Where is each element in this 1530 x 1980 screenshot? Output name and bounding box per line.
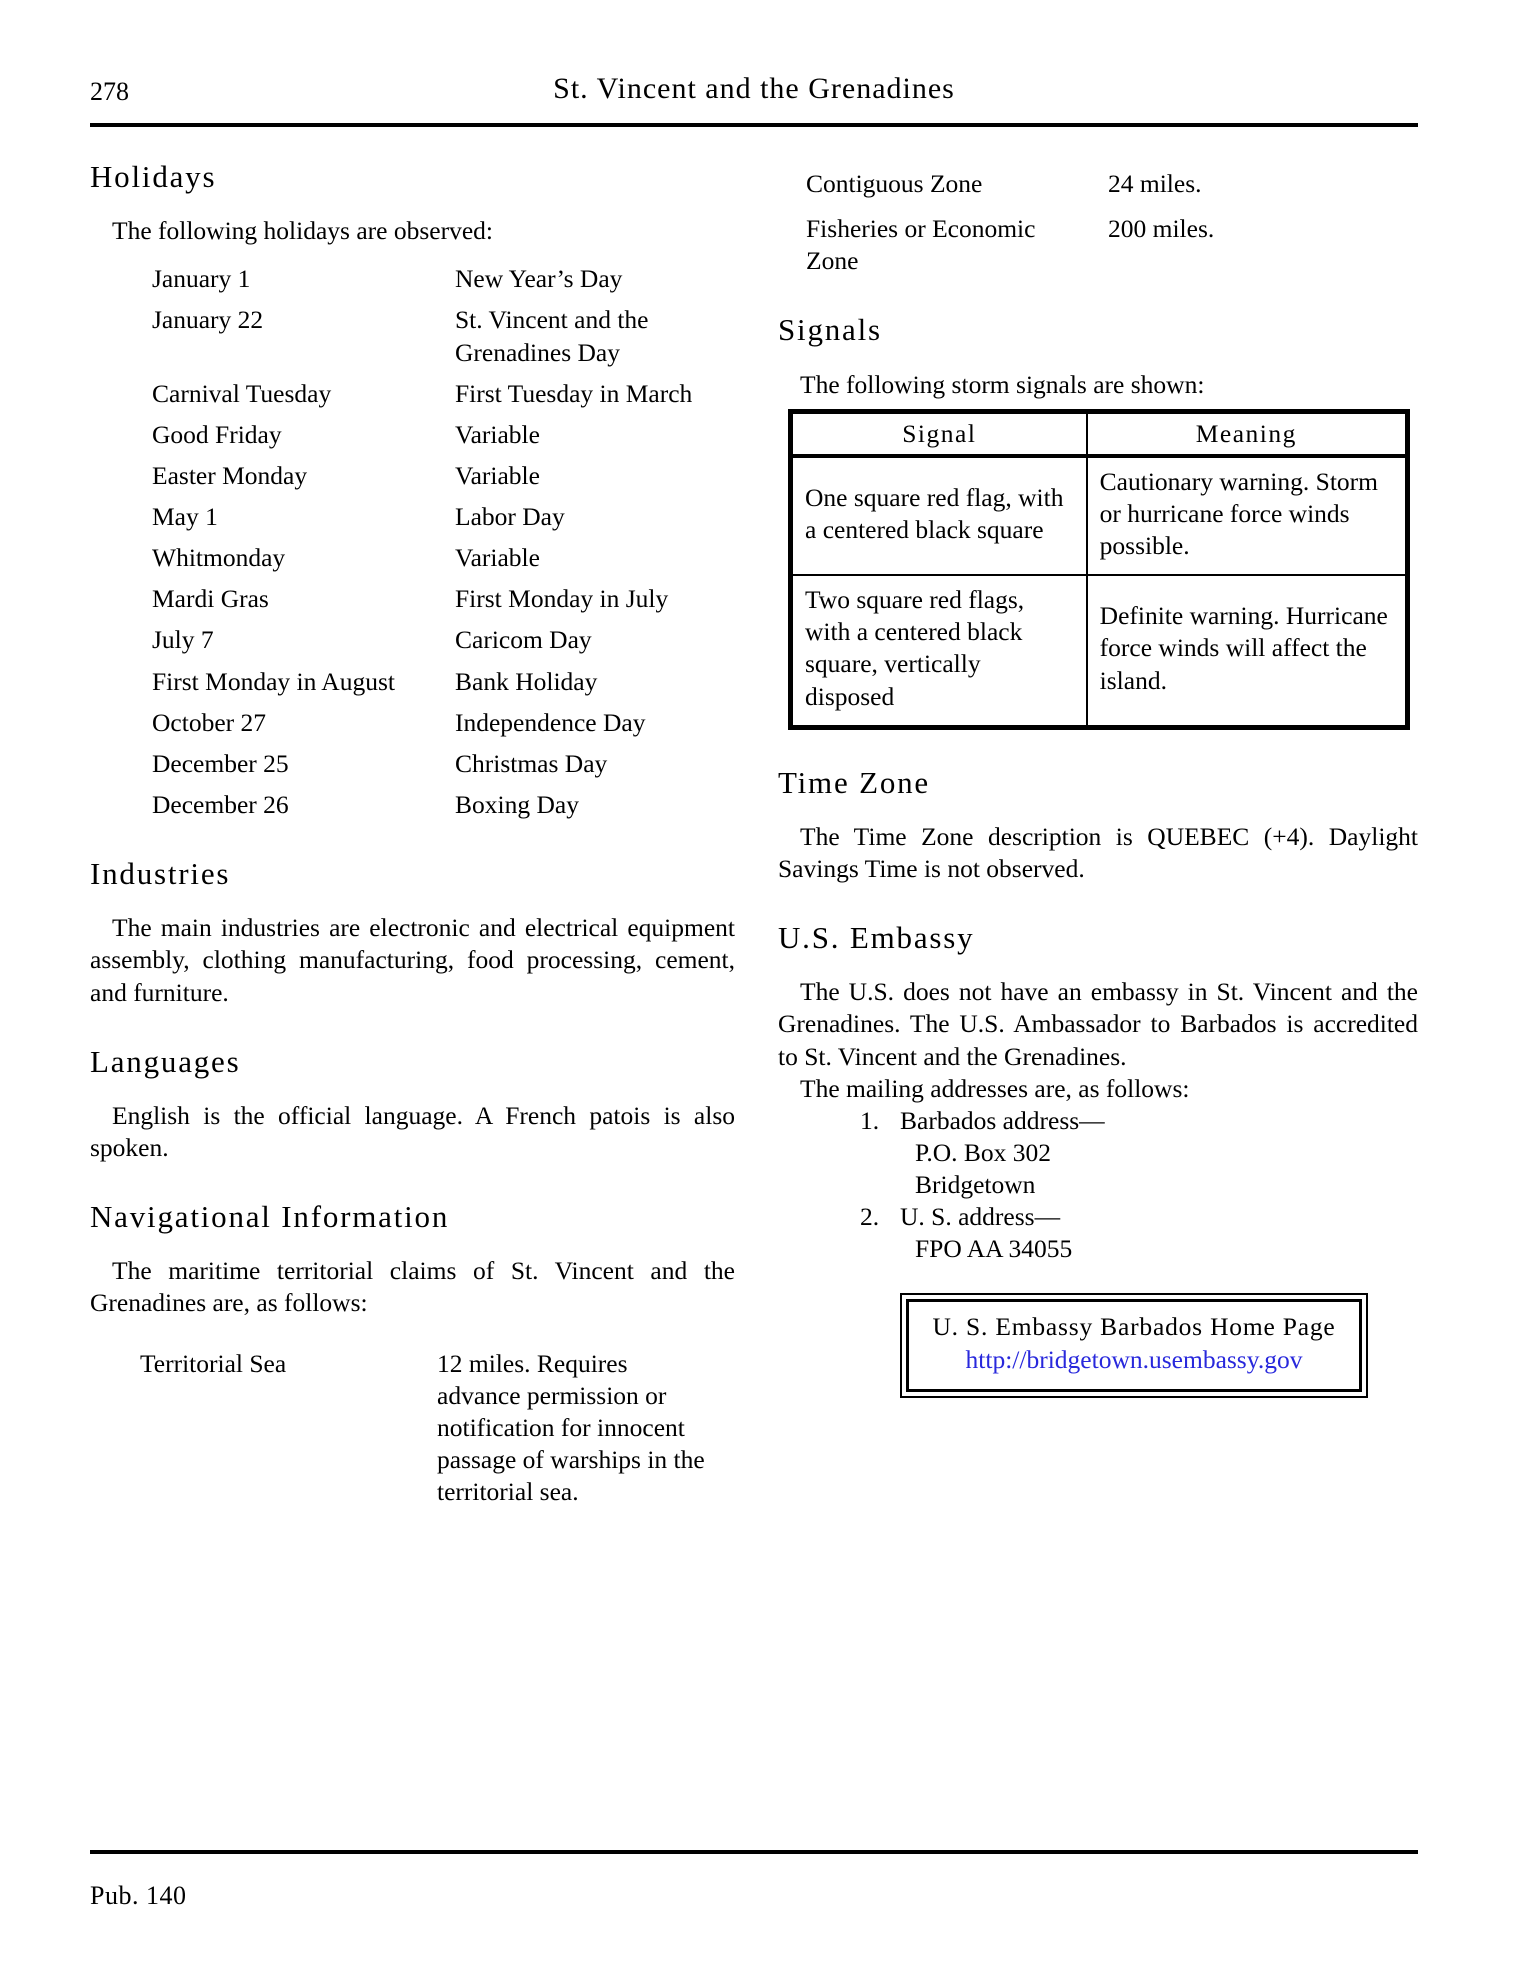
embassy-homepage-box-inner [906,1299,1362,1391]
claim-value: 12 miles. Requires advance permission or notification for innocent passage of warships in the territorial sea. [437,1348,705,1506]
address-label: Barbados address— [900,1105,1105,1135]
holiday-date: January 1 [152,264,251,294]
address-line: P.O. Box 302 [915,1137,1052,1167]
claim-label: Territorial Sea [140,1348,287,1378]
page-footer [90,1850,1418,1913]
navigational-information-heading: Navigational Information [90,1199,450,1235]
page-header [90,70,1418,127]
holiday-date: Mardi Gras [152,584,269,614]
holiday-date: January 22 [152,305,264,335]
signals-heading: Signals [778,312,882,348]
list-item [90,748,735,780]
list-item [90,666,735,698]
table-row [791,575,1408,727]
list-item [90,378,735,410]
holiday-name: Variable [455,419,540,449]
list-item [90,460,735,492]
time-zone-paragraph: The Time Zone description is QUEBEC (+4). Daylight Savings Time is not observed. [778,821,1418,883]
zone-value: 200 miles. [1108,214,1215,244]
holiday-date: October 27 [152,707,267,737]
navigational-information-intro: The maritime territorial claims of St. Vincent and the Grenadines are, as follows: [90,1256,735,1318]
address-line: Bridgetown [915,1170,1036,1200]
holiday-name: New Year’s Day [455,264,623,294]
mailing-address-list [778,1105,1418,1266]
time-zone-heading: Time Zone [778,764,930,800]
holiday-name: Caricom Day [455,625,592,655]
holiday-name: First Tuesday in March [455,378,693,408]
list-item [90,304,735,368]
zone-label: Fisheries or Economic Zone [806,214,1036,276]
column-header-meaning: Meaning [1087,411,1408,456]
list-item [778,168,1418,200]
address-label: U. S. address— [900,1202,1061,1232]
mailing-addresses-intro: The mailing addresses are, as follows: [800,1073,1190,1103]
list-item [90,583,735,615]
us-embassy-paragraph: The U.S. does not have an embassy in St. Vincent and the Grenadines. The U.S. Ambassador to Barbados is accredited to St. Vincent and the Grenadines. [778,977,1418,1071]
list-item [90,419,735,451]
languages-heading: Languages [90,1043,241,1079]
holiday-date: July 7 [152,625,214,655]
signal-cell: Two square red flags, with a centered black square, vertically disposed [791,575,1087,727]
signals-intro: The following storm signals are shown: [800,369,1205,399]
publication-number: Pub. 140 [90,1881,187,1910]
holiday-date: May 1 [152,502,218,532]
maritime-zones-list [778,168,1418,277]
holiday-name: Bank Holiday [455,666,598,696]
industries-paragraph: The main industries are electronic and electrical equipment assembly, clothing manufacturing, food processing, cement, and furniture. [90,913,735,1007]
embassy-homepage-title: U. S. Embassy Barbados Home Page [932,1312,1336,1342]
list-item [90,707,735,739]
us-embassy-heading: U.S. Embassy [778,920,975,956]
left-column [90,132,735,1508]
holiday-name: Boxing Day [455,789,579,819]
list-item [90,542,735,574]
holiday-date: Carnival Tuesday [152,378,332,408]
list-item [90,624,735,656]
embassy-homepage-box [900,1293,1368,1397]
page-number: 278 [90,77,129,106]
holiday-date: Good Friday [152,419,282,449]
holidays-list [90,263,735,821]
address-line: FPO AA 34055 [915,1234,1073,1264]
address-number: 2. [860,1202,880,1232]
list-item [90,501,735,533]
holiday-name: Independence Day [455,707,646,737]
holiday-name: Variable [455,460,540,490]
two-column-body [90,132,1418,1508]
holiday-date: Whitmonday [152,543,286,573]
holiday-date: First Monday in August [152,666,395,696]
holiday-date: Easter Monday [152,460,308,490]
holidays-heading: Holidays [90,159,217,194]
column-header-signal: Signal [791,411,1087,456]
holiday-name: Christmas Day [455,748,608,778]
zone-label: Contiguous Zone [806,169,983,198]
holiday-name: First Monday in July [455,584,669,614]
industries-heading: Industries [90,856,231,892]
list-item [90,263,735,295]
holidays-intro: The following holidays are observed: [112,216,493,246]
holiday-name: Variable [455,543,540,573]
languages-paragraph: English is the official language. A French patois is also spoken. [90,1100,735,1162]
address-number: 1. [860,1105,880,1135]
embassy-homepage-link[interactable]: http://bridgetown.usembassy.gov [965,1344,1303,1374]
page-title: St. Vincent and the Grenadines [553,72,955,105]
territorial-sea-claim [90,1348,735,1509]
meaning-cell: Definite warning. Hurricane force winds will affect the island. [1087,575,1408,727]
table-row [791,456,1408,575]
list-item [778,1105,1418,1137]
meaning-cell: Cautionary warning. Storm or hurricane force winds possible. [1087,456,1408,575]
list-item [778,213,1418,277]
zone-value: 24 miles. [1108,169,1202,198]
signal-cell: One square red flag, with a centered black square [791,456,1087,575]
holiday-name: St. Vincent and the Grenadines Day [455,305,649,367]
holiday-date: December 25 [152,748,289,778]
holiday-date: December 26 [152,789,289,819]
list-item [90,789,735,821]
table-header-row [791,411,1408,456]
storm-signals-table [788,409,1410,730]
holiday-name: Labor Day [455,502,565,532]
list-item [778,1201,1418,1233]
right-column [778,132,1418,1508]
